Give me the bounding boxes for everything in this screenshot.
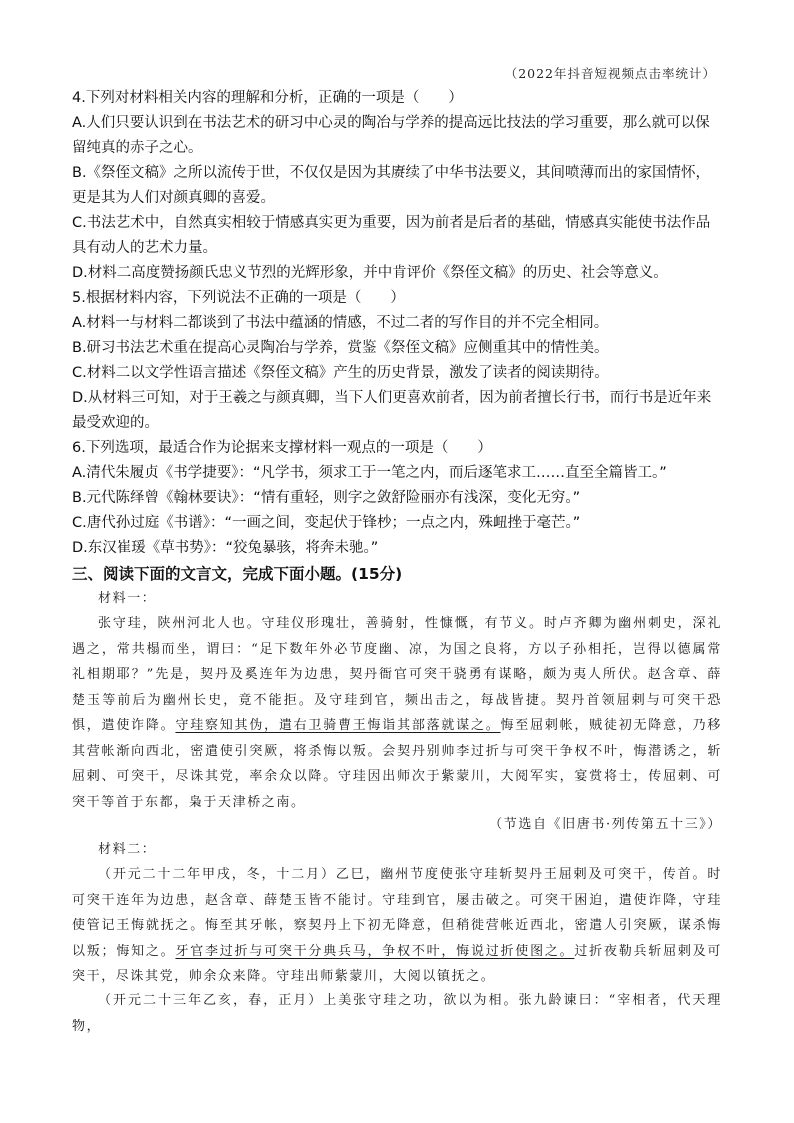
material-1-text-part1: 张守珪，陕州河北人也。守珪仪形瑰壮，善骑射，性慷慨，有节义。时卢齐卿为幽州刺史，深礼遇之，常共榻而坐，谓曰：“足下数年外必节度幽、凉，为国之良将，方以子孙相托，岂得以德属常礼相期耶？”先是，契丹及奚连年为边患，契丹衙官可突干骁勇有谋略，颇为夷人所伏。赵含章、薛楚玉等前后为幽州长史，竟不能拒。及守珪到官，频出击之，每战皆捷。契丹首领屈剌与可突干恐惧，遣使诈降。: [72, 616, 722, 733]
material-2-underlined-sentence: 牙官李过折与可突干分典兵马，争权不叶，悔说过折使图之。: [175, 943, 575, 959]
question-4-option-a: A.人们只要认识到在书法艺术的研习中心灵的陶冶与学养的提高远比技法的学习重要，那么就可以保留纯真的赤子之心。: [72, 115, 710, 156]
question-5-option-d: D.从材料三可知，对于王羲之与颜真卿，当下人们更喜欢前者，因为前者擅长行书，而行书是近年来最受欢迎的。: [72, 390, 712, 431]
question-6-option-d: D.东汉崔瑗《草书势》：“狡兔暴骇，将奔未驰。”: [72, 540, 379, 556]
material-2-passage: [72, 862, 722, 990]
question-4-option-b: B.《祭侄文稿》之所以流传于世，不仅仅是因为其赓续了中华书法要义，其间喷薄而出的家国情怀，更是其为人们对颜真卿的喜爱。: [72, 165, 711, 206]
question-6-option-c: C.唐代孙过庭《书谱》：“一画之间，变起伏于锋杪；一点之内，殊衄挫于毫芒。”: [72, 515, 581, 531]
material-1-underlined-sentence: 守珪察知其伪，遣右卫骑曹王悔诣其部落就谋之。: [175, 718, 501, 733]
question-5-option-b: B.研习书法艺术重在提高心灵陶冶与学养，赏鉴《祭侄文稿》应侧重其中的情性美。: [72, 340, 609, 356]
question-5-stem: 5.根据材料内容，下列说法不正确的一项是（ ）: [72, 290, 405, 306]
question-5-option-a: A.材料一与材料二都谈到了书法中蕴涵的情感，不过二者的写作目的并不完全相同。: [72, 315, 609, 331]
chart-source-note: （2022年抖音短视频点击率统计）: [504, 66, 716, 81]
material-1-passage: [72, 611, 722, 815]
material-1-source: （节选自《旧唐书·列传第五十三》）: [489, 817, 722, 832]
question-6-option-b: B.元代陈绎曾《翰林要诀》：“情有重轻，则字之敛舒险丽亦有浅深，变化无穷。”: [72, 490, 581, 506]
material-2-text-part2: 过折夜勒兵斩屈剌及可突干，尽诛其党，帅余众来降。守珪出师紫蒙川，大阅以镇抚之。: [72, 943, 722, 984]
section-3-title: 三、阅读下面的文言文，完成下面小题。(15分): [72, 565, 403, 583]
question-6-stem: 6.下列选项，最适合作为论据来支撑材料一观点的一项是（ ）: [72, 440, 492, 456]
question-4-option-c: C.书法艺术中，自然真实相较于情感真实更为重要，因为前者是后者的基础，情感真实能使书法作品具有动人的艺术力量。: [72, 215, 711, 256]
question-6-option-a: A.清代朱履贞《书学捷要》：“凡学书，须求工于一笔之内，而后逐笔求工……直至全篇皆工。”: [72, 465, 667, 481]
question-5-option-c: C.材料二以文学性语言描述《祭侄文稿》产生的历史背景，激发了读者的阅读期待。: [72, 365, 609, 381]
question-4-option-d: D.材料二高度赞扬颜氏忠义节烈的光辉形象，并中肯评价《祭侄文稿》的历史、社会等意义。: [72, 265, 668, 281]
material-2-passage-2: （开元二十三年乙亥，春，正月）上美张守珪之功，欲以为相。张九龄谏曰：“宰相者，代天理物，: [72, 993, 722, 1034]
material-1-label: 材料一：: [98, 591, 157, 606]
material-1-text-part2: 悔至屈剌帐，贼徒初无降意，乃移其营帐渐向西北，密遣使引突厥，将杀悔以叛。会契丹别帅李过折与可突干争权不叶，悔潜诱之，斩屈剌、可突干，尽诛其党，率余众以降。守珪因出师次于紫蒙川，大阅军实，宴赏将士，传屈剌、可突干等首于东都，枭于天津桥之南。: [72, 718, 722, 810]
material-2-label: 材料二：: [98, 842, 157, 857]
material-2-text-part1: （开元二十二年甲戌，冬，十二月）乙巳，幽州节度使张守珪斩契丹王屈剌及可突干，传首。时可突干连年为边患，赵含章、薛楚玉皆不能讨。守珪到官，屡击破之。可突干困迫，遣使诈降，守珪使管记王悔就抚之。悔至其牙帐，察契丹上下初无降意，但稍徙营帐近西北，密遣人引突厥，谋杀悔以叛；悔知之。: [72, 867, 722, 959]
question-4-stem: 4.下列对材料相关内容的理解和分析，正确的一项是（ ）: [72, 90, 463, 106]
